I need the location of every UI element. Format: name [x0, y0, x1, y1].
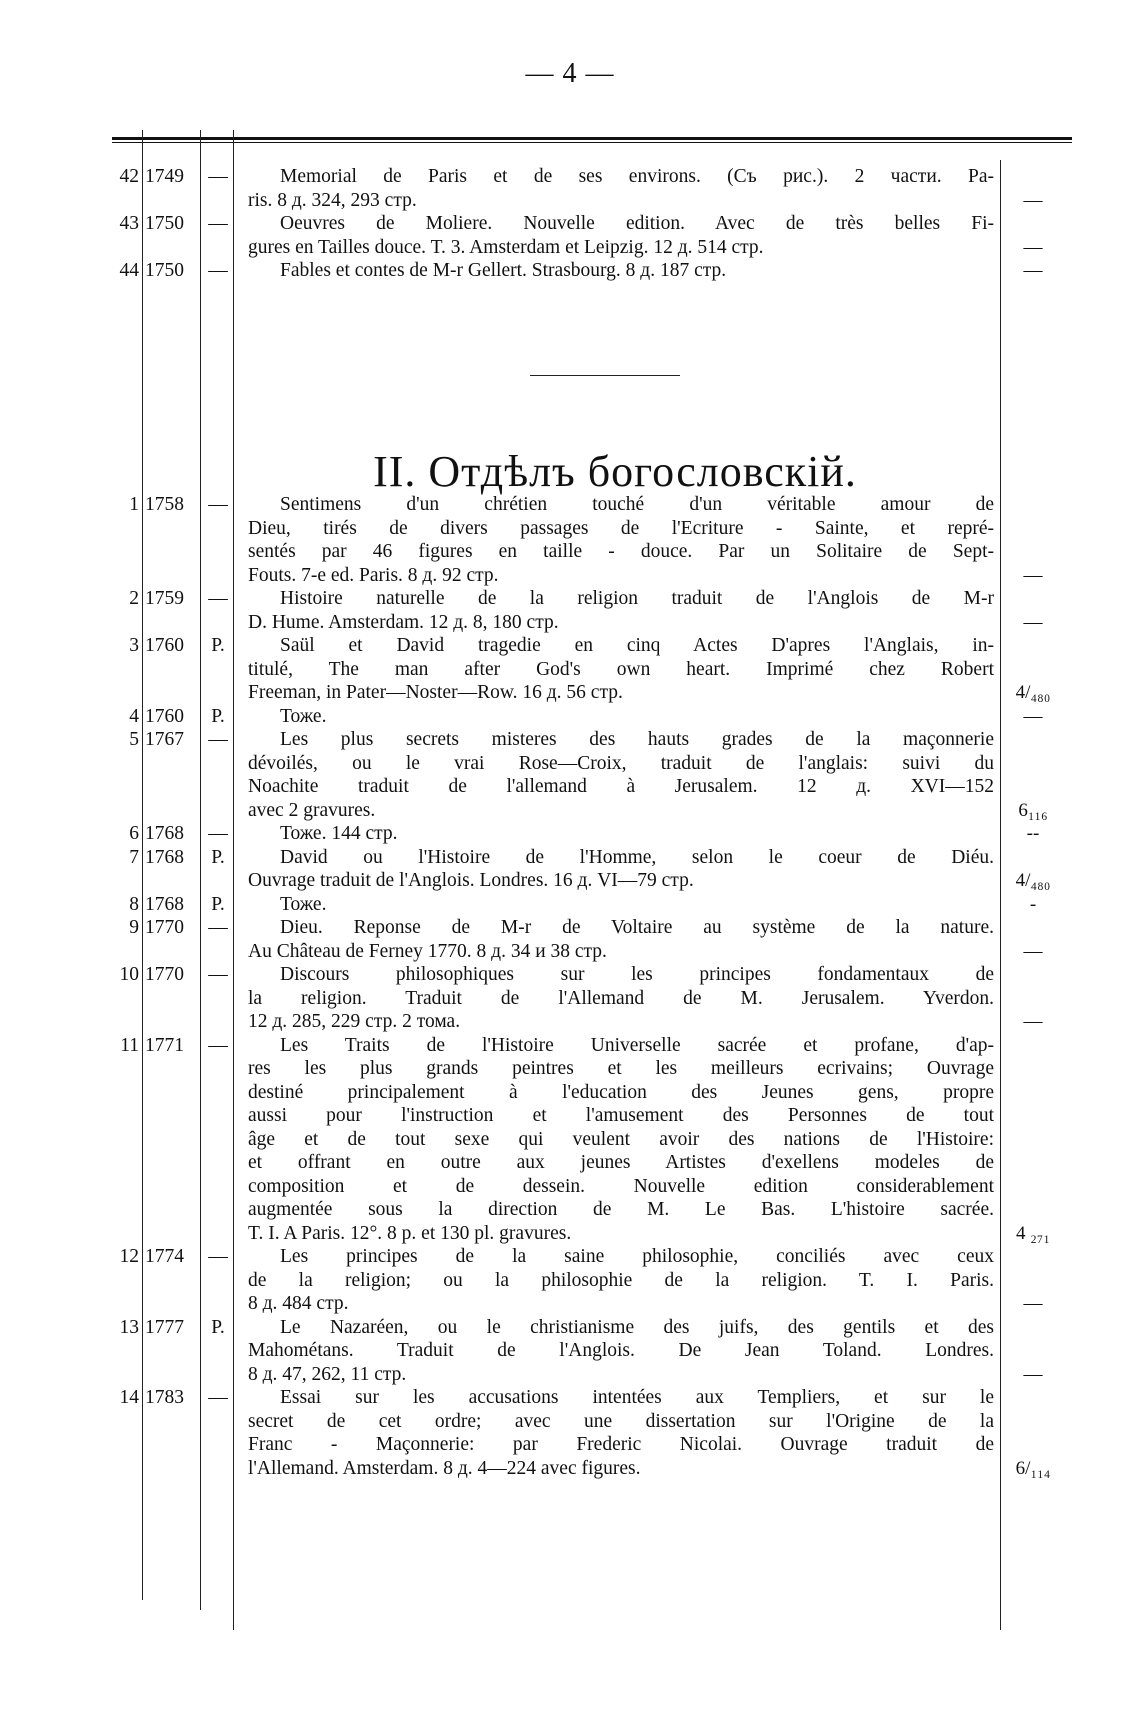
entry-line: Discours philosophiques sur les principes fondamentaux de — [280, 964, 994, 985]
entry-description — [248, 1034, 994, 1246]
entry-number: 1 — [129, 494, 139, 515]
entry-description — [248, 728, 994, 822]
entry-line: Fables et contes de M-r Gellert. Strasbourg. 8 д. 187 стр. — [280, 260, 727, 281]
entry-line: et offrant en outre aux jeunes Artistes d'exellens modeles de — [248, 1152, 994, 1173]
entry-line: dévoilés, ou le vrai Rose—Croix, traduit de l'anglais: suivi du — [248, 752, 994, 774]
column-divider-year — [200, 130, 201, 1610]
entry-price: — — [1023, 1011, 1043, 1032]
entry-line: David ou l'Histoire de l'Homme, selon le coeur de Diéu. — [280, 846, 994, 868]
entry-line: 8 д. 484 стр. — [248, 1293, 349, 1314]
entry-mark: — — [208, 1034, 228, 1056]
entry-line: Freeman, in Pater—Noster—Row. 16 д. 56 стр. — [248, 682, 623, 703]
entry-mark: — — [208, 729, 228, 750]
entry-line: Mahométans. Traduit de l'Anglois. De Jean Toland. Londres. — [248, 1340, 994, 1361]
entry-line: Les principes de la saine philosophie, conciliés avec ceux — [280, 1246, 994, 1267]
entry-mark: P. — [211, 893, 225, 915]
entry-mark: P. — [211, 705, 225, 727]
entry-description — [248, 705, 994, 729]
entry-line: gures en Tailles douce. T. 3. Amsterdam et Leipzig. 12 д. 514 стр. — [248, 236, 764, 258]
entry-mark: P. — [211, 635, 225, 656]
entry-line: Les plus secrets misteres des hauts grades de la maçonnerie — [280, 729, 994, 750]
column-divider-price — [1000, 160, 1001, 1630]
entry-line: Franc - Maçonnerie: par Frederic Nicolai. Ouvrage traduit de — [248, 1434, 994, 1455]
entry-line: Oeuvres de Moliere. Nouvelle edition. Avec de très belles Fi- — [280, 213, 994, 234]
section-title: II. Отдѣлъ богословскій. — [373, 447, 857, 496]
entry-number: 4 — [129, 705, 139, 727]
entry-description — [248, 1245, 994, 1316]
entry-year: 1771 — [145, 1034, 184, 1056]
entry-number: 5 — [129, 729, 139, 750]
entry-price: 4/₄₈₀ — [1015, 870, 1051, 891]
entry-line: Тоже. 144 стр. — [280, 823, 398, 844]
entry-number: 43 — [119, 213, 139, 234]
entry-year: 1767 — [145, 729, 184, 750]
entry-line: D. Hume. Amsterdam. 12 д. 8, 180 стр. — [248, 611, 559, 633]
entry-description — [248, 587, 994, 634]
entry-line: Dieu. Reponse de M-r de Voltaire au système de la nature. — [280, 917, 994, 938]
column-divider-number — [142, 130, 143, 1600]
entry-line: destiné principalement à l'education des Jeunes gens, propre — [248, 1081, 994, 1103]
entry-number: 42 — [119, 166, 139, 187]
entry-number: 7 — [129, 846, 139, 868]
entry-price: — — [1023, 236, 1043, 258]
entry-mark: — — [208, 260, 228, 281]
entry-number: 6 — [129, 823, 139, 844]
entry-mark: — — [208, 588, 228, 609]
entry-line: Essai sur les accusations intentées aux Templiers, et sur le — [280, 1387, 994, 1408]
entry-year: 1750 — [145, 260, 184, 281]
entry-line: ris. 8 д. 324, 293 стр. — [248, 189, 417, 211]
entry-line: res les plus grands peintres et les meilleurs ecrivains; Ouvrage — [248, 1058, 994, 1079]
entry-description — [248, 1386, 994, 1480]
entry-description — [248, 963, 994, 1034]
entry-line: Saül et David tragedie en cinq Actes D'apres l'Anglais, in- — [280, 635, 994, 656]
entry-mark: — — [208, 823, 228, 844]
entry-price: — — [1023, 611, 1043, 633]
entry-year: 1768 — [145, 846, 184, 868]
entry-number: 13 — [119, 1316, 139, 1338]
entry-year: 1760 — [145, 705, 184, 727]
entry-mark: — — [208, 166, 228, 187]
entry-line: secret de cet ordre; avec une dissertation sur l'Origine de la — [248, 1410, 994, 1432]
entry-line: l'Allemand. Amsterdam. 8 д. 4—224 avec figures. — [248, 1457, 641, 1479]
entry-number: 14 — [119, 1387, 139, 1408]
entry-description — [248, 893, 994, 917]
entry-description — [248, 212, 994, 259]
entry-year: 1759 — [145, 588, 184, 609]
entry-line: Histoire naturelle de la religion traduit de l'Anglois de M-r — [280, 588, 994, 609]
entry-price: — — [1023, 1293, 1043, 1314]
entry-year: 1777 — [145, 1316, 184, 1338]
entry-price: — — [1023, 189, 1043, 211]
entry-line: âge et de tout sexe qui veulent avoir des nations de l'Histoire: — [248, 1128, 994, 1150]
entry-line: Les Traits de l'Histoire Universelle sacrée et profane, d'ap- — [280, 1034, 994, 1056]
entry-line: la religion. Traduit de l'Allemand de M. Jerusalem. Yverdon. — [248, 987, 994, 1009]
entry-number: 3 — [129, 635, 139, 656]
entry-price: — — [1023, 564, 1043, 586]
entry-year: 1770 — [145, 917, 184, 938]
entry-year: 1758 — [145, 494, 184, 515]
entry-description — [248, 259, 994, 283]
section-divider — [530, 375, 680, 376]
entry-year: 1749 — [145, 166, 184, 187]
entry-year: 1768 — [145, 893, 184, 915]
entry-year: 1770 — [145, 964, 184, 985]
entry-line: Memorial de Paris et de ses environs. (Съ рис.). 2 части. Pa- — [280, 166, 994, 187]
entry-line: augmentée sous la direction de M. Le Bas. L'histoire sacrée. — [248, 1199, 994, 1220]
entry-number: 10 — [119, 964, 139, 985]
entry-number: 12 — [119, 1246, 139, 1267]
entry-line: Тоже. — [280, 893, 327, 915]
header-rule — [112, 137, 1072, 140]
entry-year: 1750 — [145, 213, 184, 234]
entry-description — [248, 165, 994, 212]
entry-price: 4/₄₈₀ — [1015, 682, 1051, 703]
entry-number: 44 — [119, 260, 139, 281]
entry-price: — — [1023, 705, 1043, 727]
entry-price: — — [1023, 940, 1043, 962]
entry-line: Ouvrage traduit de l'Anglois. Londres. 16 д. VI—79 стр. — [248, 870, 694, 891]
entry-line: Dieu, tirés de divers passages de l'Ecriture - Sainte, et repré- — [248, 517, 994, 539]
entry-price: 4 ₂₇₁ — [1015, 1222, 1051, 1244]
entry-line: composition et de dessein. Nouvelle edition considerablement — [248, 1175, 994, 1197]
entry-line: Sentimens d'un chrétien touché d'un véritable amour de — [280, 494, 994, 515]
entry-year: 1774 — [145, 1246, 184, 1267]
entry-line: Тоже. — [280, 705, 327, 727]
entry-line: T. I. A Paris. 12°. 8 p. et 130 pl. gravures. — [248, 1222, 572, 1244]
entry-line: 8 д. 47, 262, 11 стр. — [248, 1363, 407, 1385]
entry-line: avec 2 gravures. — [248, 799, 376, 821]
entry-mark: P. — [211, 1316, 225, 1338]
entry-price: 6/₁₁₄ — [1015, 1457, 1051, 1479]
entry-number: 9 — [129, 917, 139, 938]
entry-line: de la religion; ou la philosophie de la religion. T. I. Paris. — [248, 1269, 994, 1291]
entry-line: Le Nazaréen, ou le christianisme des juifs, des gentils et des — [280, 1316, 994, 1338]
entry-description — [248, 634, 994, 705]
entry-description — [248, 1316, 994, 1387]
header-rule-thin — [112, 142, 1072, 143]
entry-description — [248, 822, 994, 846]
entry-line: Noachite traduit de l'allemand à Jerusalem. 12 д. XVI—152 — [248, 776, 994, 797]
entry-year: 1768 — [145, 823, 184, 844]
entry-price: — — [1023, 260, 1043, 281]
entry-mark: P. — [211, 846, 225, 868]
entry-mark: — — [208, 964, 228, 985]
entry-line: 12 д. 285, 229 стр. 2 тома. — [248, 1011, 461, 1032]
entry-number: 11 — [120, 1034, 139, 1056]
page-number: — 4 — — [525, 58, 615, 89]
entry-price: — — [1023, 1363, 1043, 1385]
entry-description — [248, 493, 994, 587]
entry-line: Au Château de Ferney 1770. 8 д. 34 и 38 стр. — [248, 940, 607, 962]
entry-number: 2 — [129, 588, 139, 609]
entry-description — [248, 916, 994, 963]
entry-mark: — — [208, 213, 228, 234]
entry-line: aussi pour l'instruction et l'amusement des Personnes de tout — [248, 1105, 994, 1126]
entry-mark: — — [208, 494, 228, 515]
entry-line: titulé, The man after God's own heart. Imprimé chez Robert — [248, 658, 994, 680]
entry-description — [248, 846, 994, 893]
entry-line: Fouts. 7-e ed. Paris. 8 д. 92 стр. — [248, 564, 499, 586]
entry-mark: — — [208, 1246, 228, 1267]
entry-number: 8 — [129, 893, 139, 915]
entry-price: -- — [1026, 823, 1040, 844]
entry-mark: — — [208, 1387, 228, 1408]
entry-price: - — [1029, 893, 1037, 915]
entry-mark: — — [208, 917, 228, 938]
column-divider-mark — [233, 130, 234, 1630]
entry-price: 6₁₁₆ — [1018, 799, 1048, 821]
entry-year: 1783 — [145, 1387, 184, 1408]
entry-year: 1760 — [145, 635, 184, 656]
entry-line: sentés par 46 figures en taille - douce. Par un Solitaire de Sept- — [248, 541, 994, 562]
